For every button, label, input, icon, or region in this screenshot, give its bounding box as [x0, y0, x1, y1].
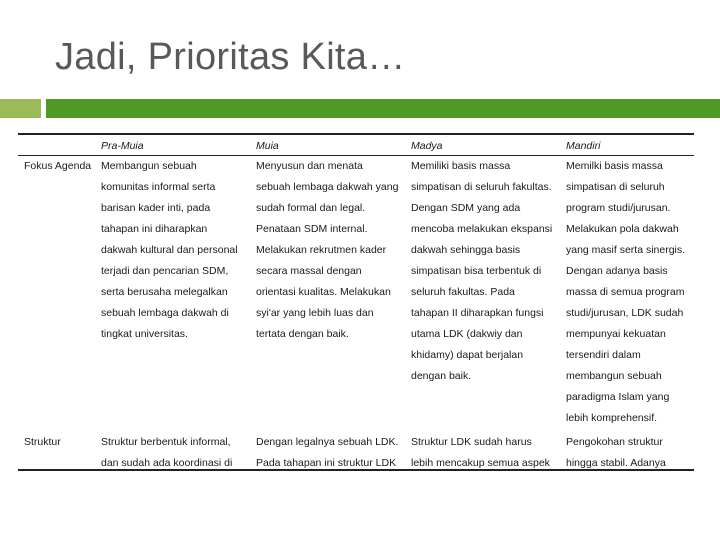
table-row — [18, 429, 694, 474]
table-cell — [562, 156, 694, 430]
cell-line: membangun sebuah — [566, 370, 662, 382]
cell-line: mempunyai kekuatan — [566, 328, 666, 340]
priority-table-container — [18, 133, 694, 471]
cell-line: simpatisan di seluruh — [566, 181, 665, 193]
cell-line: serta berusaha melegalkan — [101, 286, 228, 298]
cell-line: tersendiri dalam — [566, 349, 641, 361]
cell-line: Penataan SDM internal. — [256, 223, 368, 235]
table-cell — [407, 156, 562, 430]
cell-line: Struktur berbentuk informal, — [101, 436, 231, 448]
cell-line: Dengan SDM yang ada — [411, 202, 521, 214]
cell-line: Memilki basis massa — [566, 160, 663, 172]
cell-line: program studi/jurusan. — [566, 202, 671, 214]
cell-line: yang masif serta sinergis. — [566, 244, 686, 256]
cell-line: Melakukan pola dakwah — [566, 223, 679, 235]
table-cell — [252, 429, 407, 474]
cell-line: Memiliki basis massa — [411, 160, 511, 172]
table-cell — [252, 156, 407, 430]
cell-line: Struktur LDK sudah harus — [411, 436, 532, 448]
cell-line: seluruh fakultas. Pada — [411, 286, 515, 298]
cell-line: dengan baik. — [411, 370, 472, 382]
header-madya: Madya — [407, 135, 562, 156]
header-empty — [18, 135, 97, 156]
table-cell — [97, 429, 252, 474]
cell-line: orientasi kualitas. Melakukan — [256, 286, 391, 298]
cell-line: simpatisan di seluruh fakultas. — [411, 181, 552, 193]
header-pra-muia: Pra-Muia — [97, 135, 252, 156]
cell-line: barisan kader inti, pada — [101, 202, 211, 214]
cell-line: tingkat universitas. — [101, 328, 188, 340]
cell-line: tahapan ini diharapkan — [101, 223, 208, 235]
cell-line: paradigma Islam yang — [566, 391, 670, 403]
cell-line: studi/jurusan, LDK sudah — [566, 307, 684, 319]
cell-line: hingga stabil. Adanya — [566, 457, 666, 469]
cell-line: Membangun sebuah — [101, 160, 197, 172]
table-header-row — [18, 135, 694, 156]
cell-line: simpatisan bisa terbentuk di — [411, 265, 542, 277]
cell-line: lebih mencakup semua aspek — [411, 457, 550, 469]
row-label — [18, 156, 97, 430]
cell-line: utama LDK (dakwiy dan — [411, 328, 523, 340]
cell-line: sudah formal dan legal. — [256, 202, 366, 214]
table-cell — [562, 429, 694, 474]
cell-line: Melakukan rekrutmen kader — [256, 244, 387, 256]
row-label-text: Struktur — [24, 436, 61, 448]
header-mandiri: Mandiri — [562, 135, 694, 156]
accent-bar-left — [0, 99, 41, 118]
cell-line: Dengan legalnya sebuah LDK. — [256, 436, 399, 448]
cell-line: Dengan adanya basis — [566, 265, 668, 277]
cell-line: Menyusun dan menata — [256, 160, 363, 172]
cell-line: mencoba melakukan ekspansi — [411, 223, 553, 235]
slide-title: Jadi, Prioritas Kita… — [55, 36, 406, 78]
priority-table — [18, 135, 694, 474]
accent-bar-right — [46, 99, 720, 118]
header-muia: Muia — [252, 135, 407, 156]
cell-line: dakwah sehingga basis — [411, 244, 521, 256]
cell-line: massa di semua program — [566, 286, 685, 298]
row-label-text: Fokus Agenda — [24, 160, 92, 172]
cell-line: khidamy) dapat berjalan — [411, 349, 524, 361]
cell-line: Pada tahapan ini struktur LDK — [256, 457, 397, 469]
cell-line: tertata dengan baik. — [256, 328, 349, 340]
cell-line: terjadi dan pencarian SDM, — [101, 265, 229, 277]
cell-line: sebuah lembaga dakwah di — [101, 307, 229, 319]
cell-line: sebuah lembaga dakwah yang — [256, 181, 399, 193]
table-cell — [97, 156, 252, 430]
cell-line: Pengokohan struktur — [566, 436, 663, 448]
table-cell — [407, 429, 562, 474]
table-row — [18, 156, 694, 430]
cell-line: lebih komprehensif. — [566, 412, 658, 424]
cell-line: syi'ar yang lebih luas dan — [256, 307, 374, 319]
row-label — [18, 429, 97, 474]
cell-line: secara massal dengan — [256, 265, 362, 277]
cell-line: tahapan II diharapkan fungsi — [411, 307, 544, 319]
cell-line: dakwah kultural dan personal — [101, 244, 238, 256]
cell-line: komunitas informal serta — [101, 181, 216, 193]
cell-line: dan sudah ada koordinasi di — [101, 457, 233, 469]
